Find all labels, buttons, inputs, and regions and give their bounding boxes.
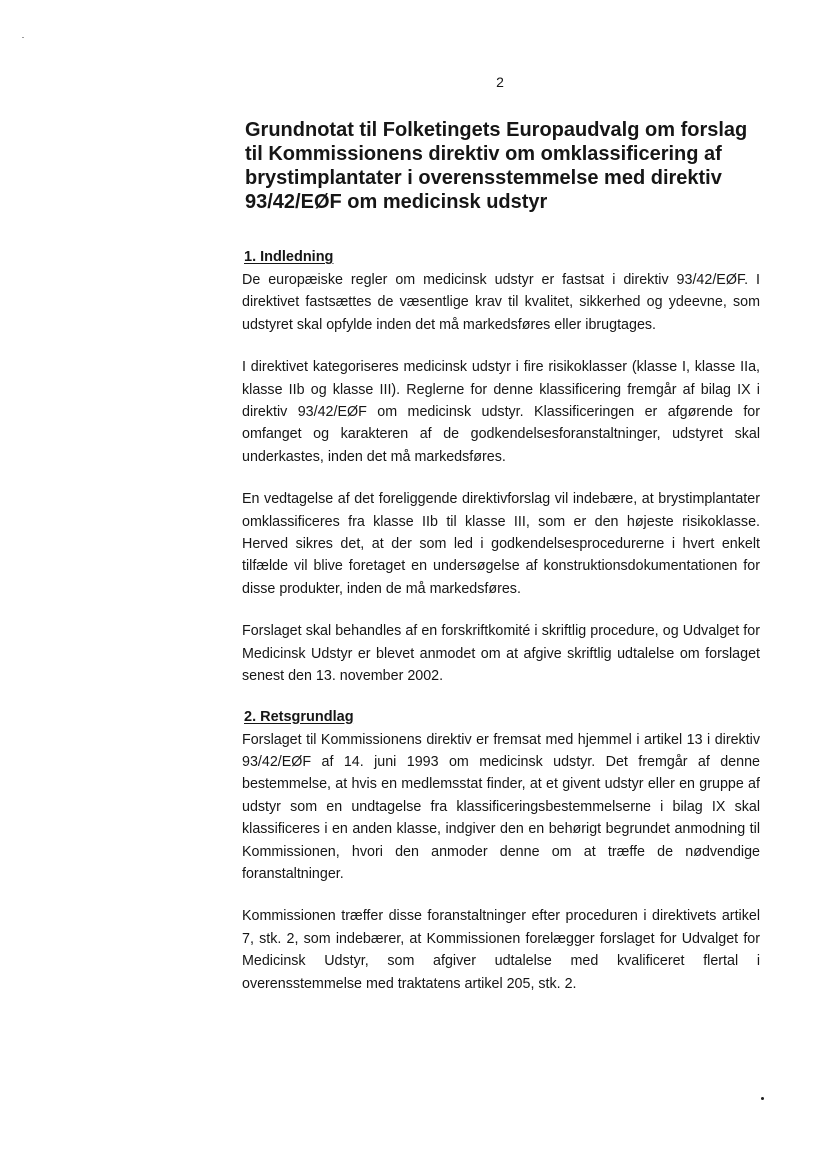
paragraph: Forslaget skal behandles af en forskriftkomité i skriftlig procedure, og Udvalget for Medicinsk Udstyr er blevet anmodet om at afgive skriftlig udtalelse om forslaget senest den 13. november 2002. <box>242 623 760 685</box>
scan-speck <box>22 37 24 38</box>
paragraph: En vedtagelse af det foreliggende direktivforslag vil indebære, at brystimplantater omklassificeres fra klasse IIb til klasse III, som er den højeste risikoklasse. Herved sikres det, at der som led i godkendelsesprocedurerne i hvert enkelt tilfælde vil blive foretaget en undersøgelse af konstruktionsdokumentationen for disse produkter, inden de må markedsføres. <box>242 491 760 597</box>
document-title: Grundnotat til Folketingets Europaudvalg om forslag til Kommissionens direktiv om omklassificering af brystimplantater i overensstemmelse med direktiv 93/42/EØF om medicinsk udstyr <box>245 119 748 213</box>
section-retsgrundlag <box>242 708 760 995</box>
paragraph: Kommissionen træffer disse foranstaltninger efter proceduren i direktivets artikel 7, stk. 2, som indebærer, at Kommissionen forelægger forslaget for Udvalget for Medicinsk Udstyr, som afgiver udtalelse med kvalificeret flertal i overensstemmelse med traktatens artikel 205, stk. 2. <box>242 908 760 992</box>
section-indledning <box>242 248 760 688</box>
page-number: 2 <box>496 74 504 90</box>
scan-speck <box>761 1097 764 1100</box>
paragraph: De europæiske regler om medicinsk udstyr er fastsat i direktiv 93/42/EØF. I direktivet fastsættes de væsentlige krav til kvalitet, sikkerhed og ydeevne, som udstyret skal opfylde inden det må markedsføres eller ibrugtages. <box>242 272 760 333</box>
paragraph: I direktivet kategoriseres medicinsk udstyr i fire risikoklasser (klasse I, klasse IIa, klasse IIb og klasse III). Reglerne for denne klassificering fremgår af bilag IX i direktiv 93/42/EØF om medicinsk udstyr. Klassificeringen er afgørende for omfanget og karakteren af de godkendelsesforanstaltninger, udstyret skal underkastes, inden det må markedsføres. <box>242 359 760 465</box>
document-body <box>242 118 760 1015</box>
section-heading: 2. Retsgrundlag <box>244 708 354 725</box>
paragraph: Forslaget til Kommissionens direktiv er fremsat med hjemmel i artikel 13 i direktiv 93/42/EØF af 14. juni 1993 om medicinsk udstyr. Det fremgår af denne bestemmelse, at hvis en medlemsstat finder, at et givent udstyr eller en gruppe af udstyr som en undtagelse fra klassificeringsbestemmelserne i bilag IX skal klassificeres i en anden klasse, indgiver den en behørigt begrundet anmodning til Kommissionen, hvori den anmoder denne om at træffe de nødvendige foranstaltninger. <box>242 731 760 882</box>
section-heading: 1. Indledning <box>244 249 334 265</box>
